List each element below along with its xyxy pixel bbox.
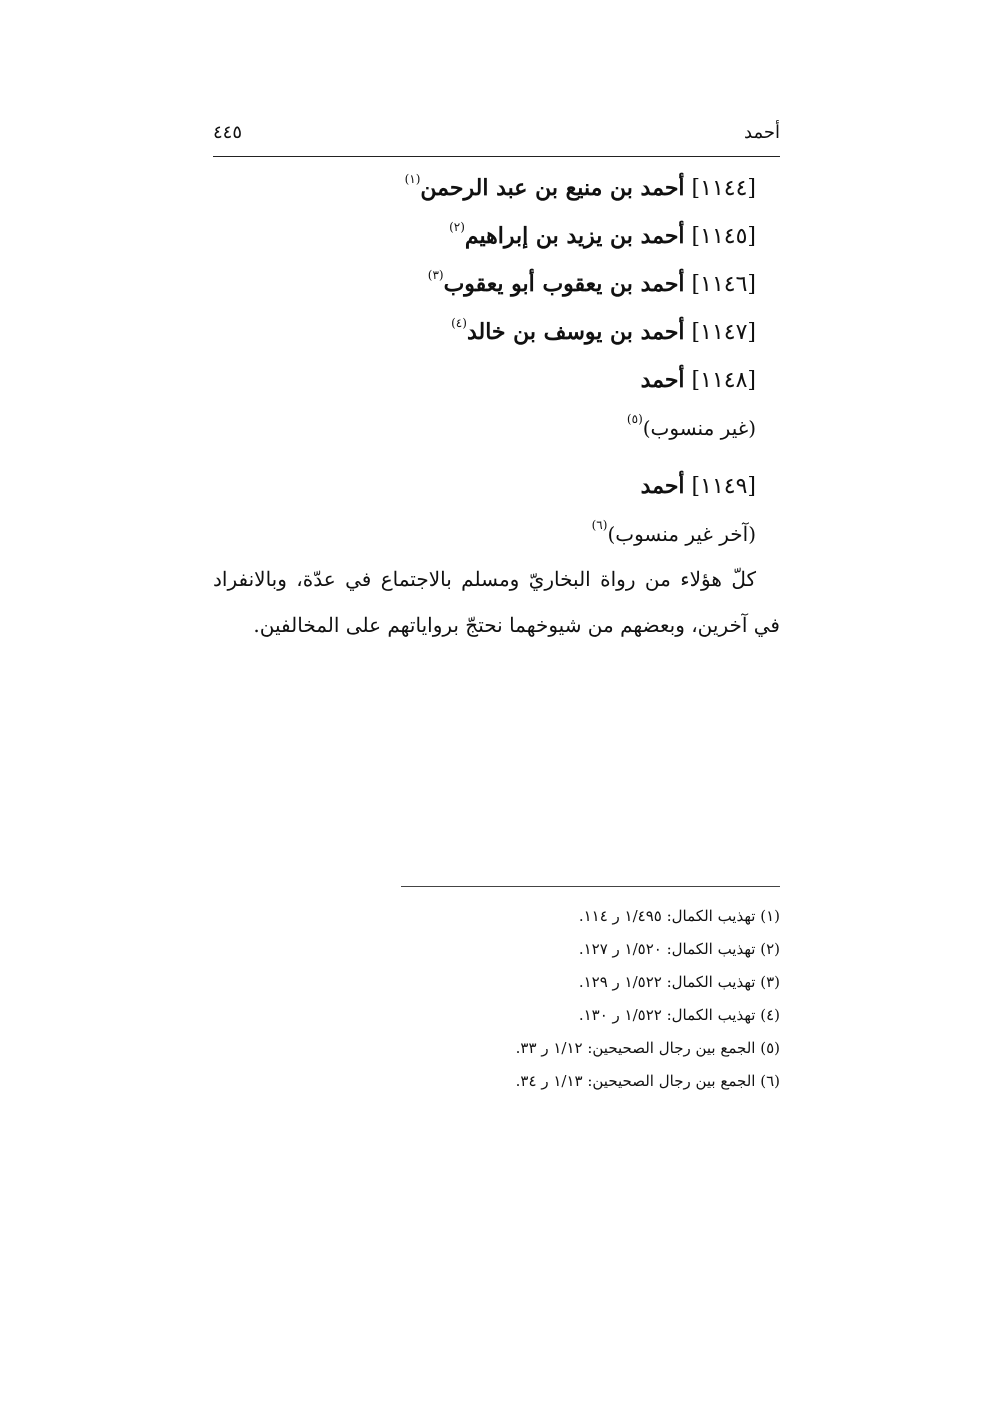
- entry-number: [١١٤٥]: [691, 224, 756, 249]
- entry-1149: [213, 466, 756, 514]
- page-number: ٤٤٥: [213, 122, 243, 143]
- entry-name: أحمد بن منيع بن عبد الرحمن: [420, 175, 685, 201]
- entry-note-text: (آخر غير منسوب): [607, 522, 756, 546]
- entry-name: أحمد بن يعقوب أبو يعقوب: [443, 271, 685, 297]
- entry-number: [١١٤٦]: [691, 272, 756, 297]
- footnote: (٣) تهذيب الكمال: ١/٥٢٢ ر ١٢٩.: [578, 973, 780, 991]
- entry-note: [213, 408, 756, 466]
- body-paragraph: [213, 556, 780, 648]
- entry-number: [١١٤٤]: [691, 176, 756, 201]
- footnote: (٥) الجمع بين رجال الصحيحين: ١/١٢ ر ٣٣.: [515, 1039, 780, 1057]
- entry-name: أحمد بن يزيد بن إبراهيم: [464, 223, 685, 249]
- footnote-ref: (٥): [626, 412, 643, 426]
- entry-1148: [213, 360, 756, 408]
- running-header: [213, 118, 780, 152]
- footnote: (١) تهذيب الكمال: ١/٤٩٥ ر ١١٤.: [578, 907, 780, 925]
- entry-1147: [213, 312, 756, 360]
- footnote-ref: (٢): [449, 220, 465, 234]
- entry-1145: [213, 216, 756, 264]
- footnote-ref: (١): [404, 172, 421, 186]
- entry-name: أحمد: [640, 367, 685, 393]
- header-divider: [213, 156, 780, 157]
- footnote-ref: (٤): [451, 316, 467, 330]
- entry-1144: [213, 168, 756, 216]
- footnote: (٢) تهذيب الكمال: ١/٥٢٠ ر ١٢٧.: [578, 940, 780, 958]
- entry-name: أحمد بن يوسف بن خالد: [466, 319, 685, 345]
- entry-note-text: (غير منسوب): [642, 416, 756, 440]
- footnotes: [401, 900, 780, 1098]
- entry-number: [١١٤٩]: [691, 474, 756, 499]
- running-title: أحمد: [744, 122, 780, 143]
- footnote: (٦) الجمع بين رجال الصحيحين: ١/١٣ ر ٣٤.: [515, 1072, 780, 1090]
- footnote-ref: (٣): [427, 268, 444, 282]
- entries-list: [213, 168, 756, 572]
- entry-number: [١١٤٧]: [691, 320, 756, 345]
- footnote-ref: (٦): [591, 518, 608, 532]
- entry-number: [١١٤٨]: [691, 368, 756, 393]
- paragraph-text: كلّ هؤلاء من رواة البخاريّ ومسلم بالاجتماع في عدّة، وبالانفراد في آخرين، وبعضهم من شيوخهما نحتجّ برواياتهم على المخالفين.: [213, 567, 780, 637]
- footnote-divider: [401, 886, 780, 887]
- footnote: (٤) تهذيب الكمال: ١/٥٢٢ ر ١٣٠.: [578, 1006, 780, 1024]
- entry-1146: [213, 264, 756, 312]
- entry-name: أحمد: [640, 473, 685, 499]
